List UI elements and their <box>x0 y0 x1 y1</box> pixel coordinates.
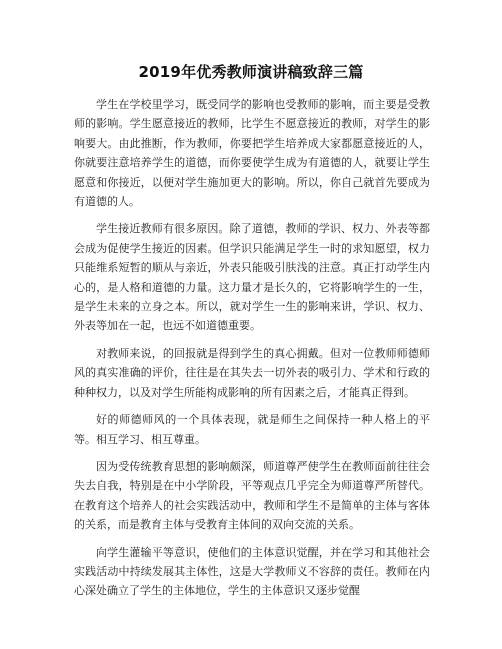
paragraph: 向学生灌输平等意识，使他们的主体意识觉醒，并在学习和其他社会实践活动中持续发展其主体性，这是大学教师义不容辞的责任。教师在内心深处确立了学生的主体地位，学生的主体意识又逐步觉醒 <box>74 545 430 598</box>
paragraph: 学生接近教师有很多原因。除了道德，教师的学识、权力、外表等都会成为促使学生接近的因素。但学识只能满足学生一时的求知愿望，权力只能维系短暂的顺从与亲近，外表只能吸引肤浅的注意。真正打动学生内心的，是人格和道德的力量。这力量才是长久的，它将影响学生的一生，是学生未来的立身之本。所以，就对学生一生的影响来讲，学识、权力、外表等加在一起，也远不如道德重要。 <box>74 222 430 333</box>
paragraph: 学生在学校里学习，既受同学的影响也受教师的影响，而主要是受教师的影响。学生愿意接近的教师，比学生不愿意接近的教师，对学生的影响要大。由此推断，作为教师，你要把学生培养成大家都愿意接近的人，你就要注意培养学生的道德，而你要使学生成为有道德的人，就要让学生愿意和你接近，以便对学生施加更大的影响。所以，你自己就首先要成为有道德的人。 <box>74 98 430 209</box>
document-title: 2019年优秀教师演讲稿致辞三篇 <box>138 63 364 81</box>
paragraph: 好的师德师风的一个具体表现，就是师生之间保持一种人格上的平等。相互学习、相互尊重。 <box>74 413 430 446</box>
paragraph: 因为受传统教育思想的影响颇深，师道尊严使学生在教师面前往往会失去自我，特别是在中小学阶段，平等观点几乎完全为师道尊严所替代。在教育这个培养人的社会实践活动中，教师和学生不是简单的主体与客体的关系，而是教育主体与受教育主体间的双向交流的关系。 <box>74 459 430 532</box>
document-body <box>74 95 430 601</box>
paragraph: 对教师来说，的回报就是得到学生的真心拥戴。但对一位教师师德师风的真实准确的评价，往往是在其失去一切外表的吸引力、学术和行政的种种权力，以及对学生所能构成影响的所有因素之后，才能真正得到。 <box>74 346 430 399</box>
